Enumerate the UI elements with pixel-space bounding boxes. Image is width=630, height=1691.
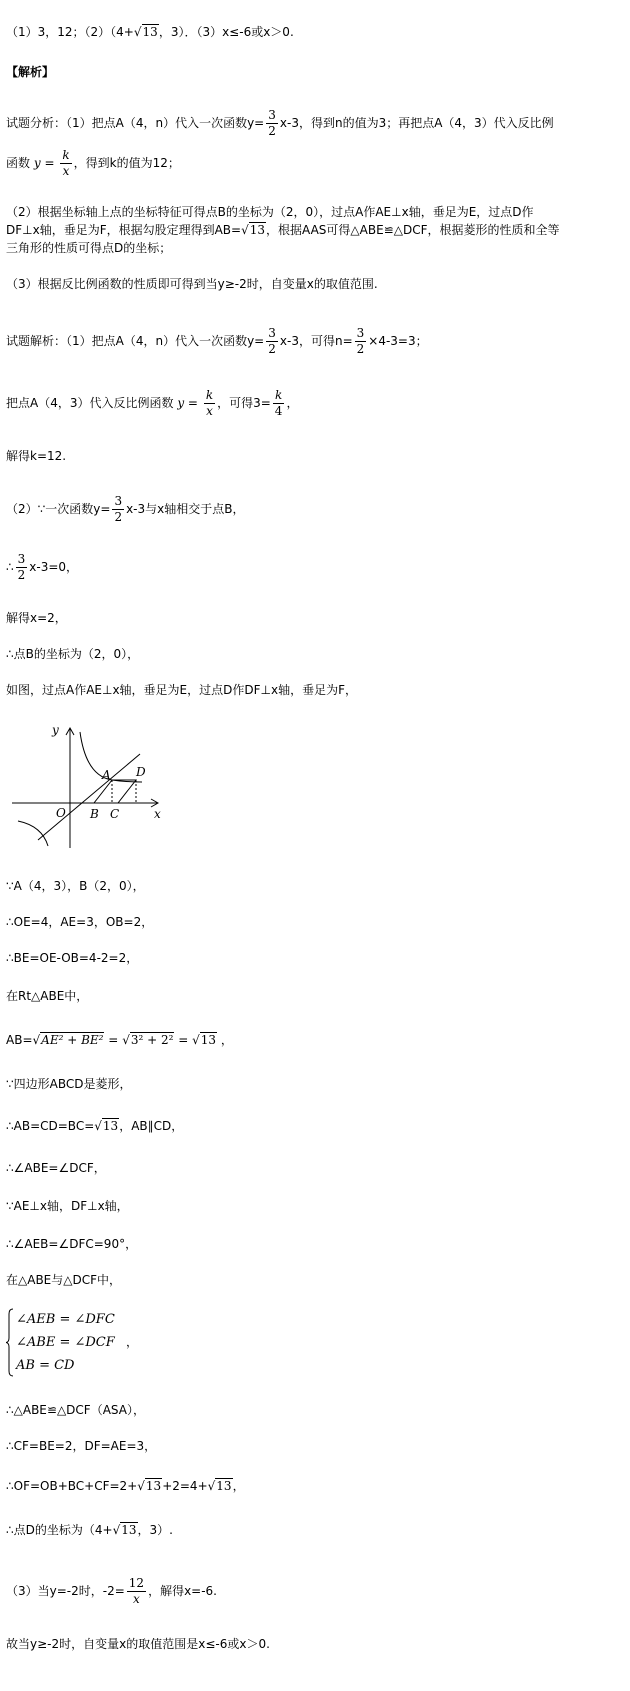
fraction-3-2: $\frac{3}{2}$: [268, 108, 276, 138]
label-y: y: [52, 723, 59, 737]
solution-line-13: AB=√AE² + BE² = √3² + 2² = √13 ，: [6, 1033, 233, 1047]
analysis-line-6: （3）根据反比例函数的性质即可得到当y≥-2时，自变量x的取值范围.: [6, 277, 378, 291]
solution-line-7: ∴点B的坐标为（2，0），: [6, 647, 140, 661]
sqrt-13: √13: [133, 25, 158, 39]
label-O: O: [56, 806, 66, 820]
solution-line-25: 故当y≥-2时，自变量x的取值范围是x≤-6或x＞0.: [6, 1637, 270, 1651]
label-D: D: [136, 765, 146, 779]
answer-line: [6, 24, 294, 40]
system-row-1: ∠AEB = ∠DFC: [16, 1312, 115, 1327]
left-brace-icon: [6, 1308, 14, 1377]
solution-line-21: ∴CF=BE=2，DF=AE=3，: [6, 1439, 157, 1453]
label-B: B: [90, 807, 99, 821]
equation-system: [6, 1308, 115, 1377]
analysis-line-1: 试题分析：（1）把点A（4，n）代入一次函数y= $\frac{3}{2}$ x-3，得到n的值为3；再把点A（4，3）代入反比例: [6, 108, 554, 138]
label-C: C: [110, 807, 120, 821]
system-row-3: AB = CD: [16, 1358, 75, 1373]
solution-line-22: ∴OF=OB+BC+CF=2+√13+2=4+√13，: [6, 1479, 245, 1493]
solution-line-16: ∴∠ABE=∠DCF，: [6, 1161, 106, 1175]
label-x: x: [154, 807, 161, 821]
linear-function-line: [38, 754, 140, 840]
rhombus-abcd: [94, 780, 136, 803]
hyperbola-branch-1: [80, 732, 142, 782]
coordinate-figure: [8, 716, 168, 852]
system-comma: ，: [126, 1335, 139, 1349]
sqrt-13: √13: [241, 223, 266, 237]
solution-line-3: 解得k=12.: [6, 449, 67, 463]
solution-line-12: 在Rt△ABE中，: [6, 989, 89, 1003]
solution-line-9: ∵A（4，3），B（2，0），: [6, 879, 145, 893]
solution-line-17: ∵AE⊥x轴，DF⊥x轴，: [6, 1199, 129, 1213]
analysis-line-2: 函数 y = $\frac{k}{x}$ ，得到k的值为12；: [6, 148, 180, 178]
fraction-k-x: $\frac{k}{x}$: [62, 148, 70, 178]
solution-line-11: ∴BE=OE-OB=4-2=2，: [6, 951, 139, 965]
solution-line-6: 解得x=2，: [6, 611, 67, 625]
solution-line-20: ∴△ABE≌△DCF（ASA），: [6, 1403, 145, 1417]
solution-line-10: ∴OE=4，AE=3，OB=2，: [6, 915, 154, 929]
solution-line-18: ∴∠AEB=∠DFC=90°，: [6, 1237, 138, 1251]
answer-part-2: ，3）．（3）x≤-6或x＞0.: [158, 25, 294, 39]
solution-line-1: 试题解析：（1）把点A（4，n）代入一次函数y= $\frac{3}{2}$ x-3，可得n= $\frac{3}{2}$ ×4-3=3；: [6, 326, 428, 356]
solution-line-5: ∴ $\frac{3}{2}$ x-3=0，: [6, 552, 79, 582]
system-row-2: ∠ABE = ∠DCF: [16, 1335, 115, 1350]
analysis-line-5: 三角形的性质可得点D的坐标；: [6, 241, 172, 255]
analysis-line-4: DF⊥x轴，垂足为F，根据勾股定理得到AB=√13，根据AAS可得△ABE≌△DCF，根据菱形的性质和全等: [6, 223, 560, 237]
section-heading: 【解析】: [6, 65, 55, 79]
answer-part-1: （1）3，12；（2）（4+: [6, 25, 134, 39]
solution-line-23: ∴点D的坐标为（4+√13，3）.: [6, 1523, 173, 1537]
solution-line-19: 在△ABE与△DCF中，: [6, 1273, 122, 1287]
solution-line-2: 把点A（4，3）代入反比例函数 y = $\frac{k}{x}$ ，可得3= $\frac{k}{4}$ ，: [6, 388, 299, 418]
solution-line-15: ∴AB=CD=BC=√13，AB∥CD，: [6, 1119, 184, 1133]
solution-line-8: 如图，过点A作AE⊥x轴，垂足为E，过点D作DF⊥x轴，垂足为F，: [6, 683, 357, 697]
analysis-line-3: （2）根据坐标轴上点的坐标特征可得点B的坐标为（2，0），过点A作AE⊥x轴，垂足为E，过点D作: [6, 205, 534, 219]
label-A: A: [102, 768, 111, 782]
solution-line-14: ∵四边形ABCD是菱形，: [6, 1077, 132, 1091]
solution-line-24: （3）当y=-2时，-2= $\frac{12}{x}$ ，解得x=-6.: [6, 1576, 217, 1606]
solution-line-4: （2）∵一次函数y= $\frac{3}{2}$ x-3与x轴相交于点B，: [6, 494, 245, 524]
hyperbola-branch-2: [18, 821, 48, 846]
